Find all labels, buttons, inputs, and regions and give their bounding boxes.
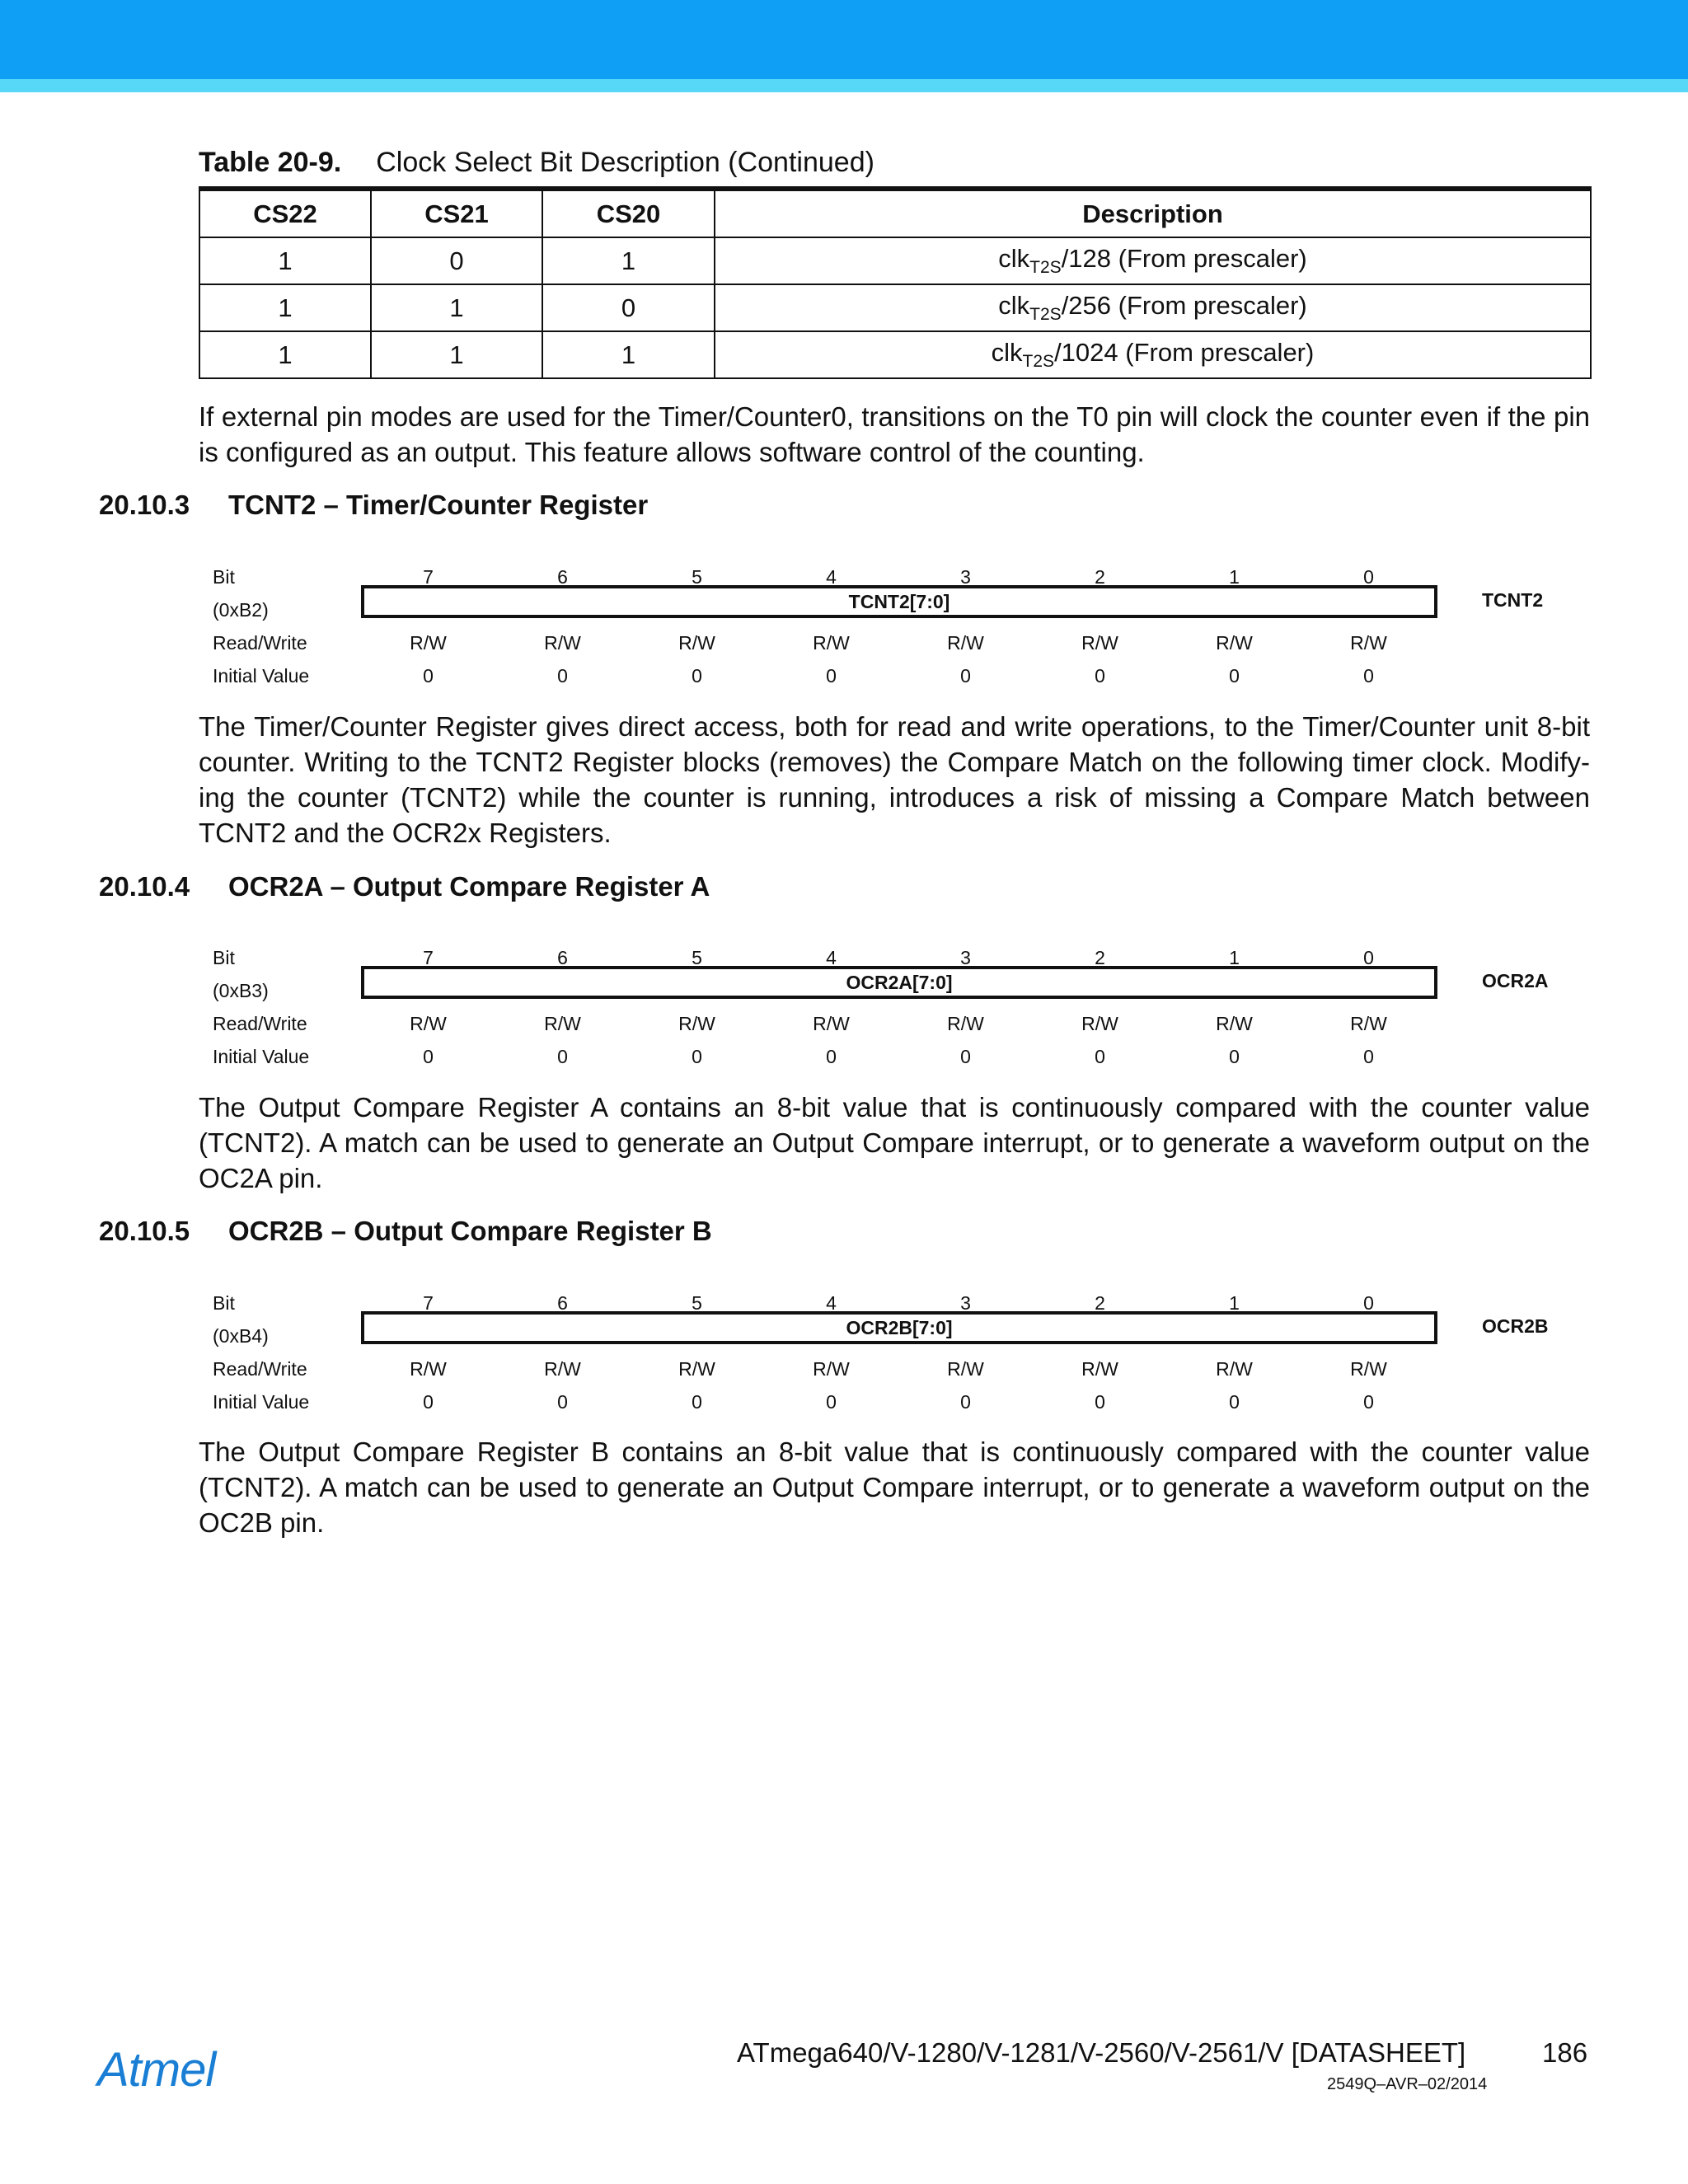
section-title: OCR2A – Output Compare Register A (228, 871, 710, 902)
bit-number: 5 (692, 1292, 702, 1314)
register-field-box: OCR2A[7:0] (361, 966, 1437, 999)
section-title: TCNT2 – Timer/Counter Register (228, 490, 649, 520)
rw-value: R/W (1350, 1013, 1387, 1034)
rw-value: R/W (813, 1013, 850, 1034)
bit-number: 4 (826, 1292, 837, 1314)
section-paragraph: The Output Compare Register B contains an 8-bit value that is continuously compared with the counter value (TCNT2). A match can be used to generate an Output Compare interrupt, or to generate a waveform output on the OC2B pin. (199, 1436, 1590, 1538)
bit-label: Bit (213, 566, 235, 588)
cell-cs21: 1 (371, 331, 542, 378)
bit-number: 1 (1229, 566, 1240, 588)
initial-value: 0 (1095, 1391, 1105, 1413)
bit-number: 0 (1363, 566, 1374, 588)
rw-value: R/W (544, 632, 581, 654)
bit-number: 3 (960, 947, 971, 968)
desc-subscript: T2S (1029, 258, 1062, 278)
rw-value: R/W (410, 1013, 447, 1034)
initial-value: 0 (826, 1046, 837, 1067)
header-cs22: CS22 (199, 189, 371, 237)
desc-subscript: T2S (1022, 352, 1055, 372)
bit-number: 6 (557, 566, 568, 588)
initial-value-label: Initial Value (213, 665, 310, 687)
initial-values (361, 1391, 1437, 1414)
bit-number: 2 (1095, 947, 1105, 968)
register-name: TCNT2 (1482, 589, 1544, 611)
initial-values (361, 1046, 1437, 1069)
bit-number: 2 (1095, 566, 1105, 588)
address-label: (0xB2) (213, 599, 269, 621)
rw-value: R/W (410, 1358, 447, 1380)
section-title: OCR2B – Output Compare Register B (228, 1216, 712, 1246)
initial-value: 0 (1363, 1391, 1374, 1413)
desc-prefix: clk (998, 243, 1030, 273)
section-number: 20.10.5 (99, 1216, 190, 1246)
initial-value: 0 (557, 1391, 568, 1413)
rw-value: R/W (678, 1013, 715, 1034)
initial-value: 0 (1095, 665, 1105, 687)
rw-value: R/W (1350, 1358, 1387, 1380)
table-label: Table 20-9. (199, 147, 342, 178)
cell-description (715, 237, 1591, 284)
atmel-logo: Atmel (97, 2043, 216, 2097)
page-number: 186 (1542, 2037, 1588, 2068)
clock-select-table (199, 186, 1592, 379)
cell-cs22: 1 (199, 284, 371, 331)
rw-value: R/W (678, 632, 715, 654)
bit-number: 2 (1095, 1292, 1105, 1314)
desc-subscript: T2S (1029, 305, 1062, 325)
document-code: 2549Q–AVR–02/2014 (1327, 2075, 1488, 2093)
cell-cs20: 0 (542, 284, 715, 331)
rw-value: R/W (1216, 1013, 1253, 1034)
bit-number: 6 (557, 947, 568, 968)
register-field-box: OCR2B[7:0] (361, 1311, 1437, 1344)
header-cs20: CS20 (542, 189, 715, 237)
address-label: (0xB4) (213, 1325, 269, 1347)
read-write-values (361, 1013, 1437, 1036)
initial-values (361, 665, 1437, 688)
register-diagram-ocr2a (213, 947, 1597, 1071)
rw-value: R/W (678, 1358, 715, 1380)
initial-value: 0 (692, 1046, 702, 1067)
address-label: (0xB3) (213, 980, 269, 1001)
initial-value: 0 (1363, 665, 1374, 687)
rw-value: R/W (813, 1358, 850, 1380)
initial-value: 0 (557, 1046, 568, 1067)
initial-value: 0 (692, 1391, 702, 1413)
read-write-label: Read/Write (213, 1013, 307, 1034)
desc-prefix: clk (998, 290, 1030, 320)
rw-value: R/W (947, 632, 984, 654)
rw-value: R/W (544, 1013, 581, 1034)
bit-number: 7 (423, 566, 434, 588)
rw-value: R/W (410, 632, 447, 654)
table-row (199, 284, 1591, 331)
cell-cs22: 1 (199, 331, 371, 378)
initial-value: 0 (1229, 1046, 1240, 1067)
bit-number: 0 (1363, 1292, 1374, 1314)
desc-suffix: /256 (From prescaler) (1061, 290, 1307, 320)
desc-suffix: /128 (From prescaler) (1061, 243, 1307, 273)
initial-value: 0 (1095, 1046, 1105, 1067)
header-bar (0, 0, 1688, 79)
bit-number: 0 (1363, 947, 1374, 968)
section-paragraph: The Output Compare Register A contains an 8-bit value that is continuously compared with the counter value (TCNT2). A match can be used to generate an Output Compare interrupt, or to generate a waveform output on the OC2A pin. (199, 1092, 1590, 1193)
rw-value: R/W (947, 1358, 984, 1380)
initial-value: 0 (1363, 1046, 1374, 1067)
table-row (199, 237, 1591, 284)
table-row (199, 331, 1591, 378)
initial-value: 0 (826, 1391, 837, 1413)
header-description: Description (715, 189, 1591, 237)
rw-value: R/W (1081, 1013, 1118, 1034)
section-number: 20.10.4 (99, 871, 190, 902)
desc-suffix: /1024 (From prescaler) (1054, 337, 1315, 367)
rw-value: R/W (1350, 632, 1387, 654)
bit-number: 1 (1229, 1292, 1240, 1314)
initial-value: 0 (423, 1391, 434, 1413)
cell-cs20: 1 (542, 331, 715, 378)
initial-value: 0 (1229, 665, 1240, 687)
cell-cs22: 1 (199, 237, 371, 284)
initial-value: 0 (960, 1391, 971, 1413)
initial-value: 0 (423, 1046, 434, 1067)
register-diagram-tcnt2 (213, 566, 1597, 690)
bit-number: 7 (423, 1292, 434, 1314)
bit-number: 7 (423, 947, 434, 968)
footer-document-title: ATmega640/V-1280/V-1281/V-2560/V-2561/V [DATASHEET] (737, 2037, 1466, 2068)
initial-value: 0 (960, 665, 971, 687)
read-write-label: Read/Write (213, 1358, 307, 1380)
bit-label: Bit (213, 947, 235, 968)
rw-value: R/W (1081, 1358, 1118, 1380)
rw-value: R/W (1216, 632, 1253, 654)
register-name: OCR2A (1482, 970, 1549, 991)
initial-value-label: Initial Value (213, 1391, 310, 1413)
bit-number: 3 (960, 566, 971, 588)
read-write-label: Read/Write (213, 632, 307, 654)
cell-cs20: 1 (542, 237, 715, 284)
desc-prefix: clk (991, 337, 1023, 367)
rw-value: R/W (544, 1358, 581, 1380)
section-number: 20.10.3 (99, 490, 190, 520)
header-accent-bar (0, 79, 1688, 92)
rw-value: R/W (1081, 632, 1118, 654)
initial-value: 0 (826, 665, 837, 687)
initial-value-label: Initial Value (213, 1046, 310, 1067)
cell-cs21: 0 (371, 237, 542, 284)
read-write-values (361, 632, 1437, 655)
bit-number: 5 (692, 566, 702, 588)
rw-value: R/W (813, 632, 850, 654)
cell-description (715, 331, 1591, 378)
header-cs21: CS21 (371, 189, 542, 237)
bit-number: 5 (692, 947, 702, 968)
initial-value: 0 (960, 1046, 971, 1067)
cell-cs21: 1 (371, 284, 542, 331)
table-header-row (199, 189, 1591, 237)
cell-description (715, 284, 1591, 331)
register-name: OCR2B (1482, 1315, 1549, 1337)
bit-number: 6 (557, 1292, 568, 1314)
bit-label: Bit (213, 1292, 235, 1314)
initial-value: 0 (423, 665, 434, 687)
bit-number: 1 (1229, 947, 1240, 968)
table-title: Clock Select Bit Description (Continued) (376, 147, 874, 178)
initial-value: 0 (1229, 1391, 1240, 1413)
rw-value: R/W (1216, 1358, 1253, 1380)
intro-paragraph: If external pin modes are used for the Timer/Counter0, transitions on the T0 pin will clock the counter even if the pin is configured as an output. This feature allows software control of the counting. (199, 401, 1590, 467)
section-heading-tcnt2 (99, 490, 648, 521)
rw-value: R/W (947, 1013, 984, 1034)
section-heading-ocr2a (99, 871, 710, 902)
section-paragraph: The Timer/Counter Register gives direct access, both for read and write operations, to the Timer/Counter unit 8-bit counter. Writing to the TCNT2 Register blocks (removes) the Compare Match on the following timer clock. Modify-ing the counter (TCNT2) while the counter is running, introduces a risk of missing a Compare Match between TCNT2 and the OCR2x Registers. (199, 711, 1590, 848)
register-field-box: TCNT2[7:0] (361, 585, 1437, 618)
initial-value: 0 (557, 665, 568, 687)
bit-number: 4 (826, 947, 837, 968)
bit-number: 4 (826, 566, 837, 588)
read-write-values (361, 1358, 1437, 1381)
bit-number: 3 (960, 1292, 971, 1314)
table-caption (199, 147, 874, 179)
section-heading-ocr2b (99, 1216, 712, 1247)
initial-value: 0 (692, 665, 702, 687)
register-diagram-ocr2b (213, 1292, 1597, 1416)
